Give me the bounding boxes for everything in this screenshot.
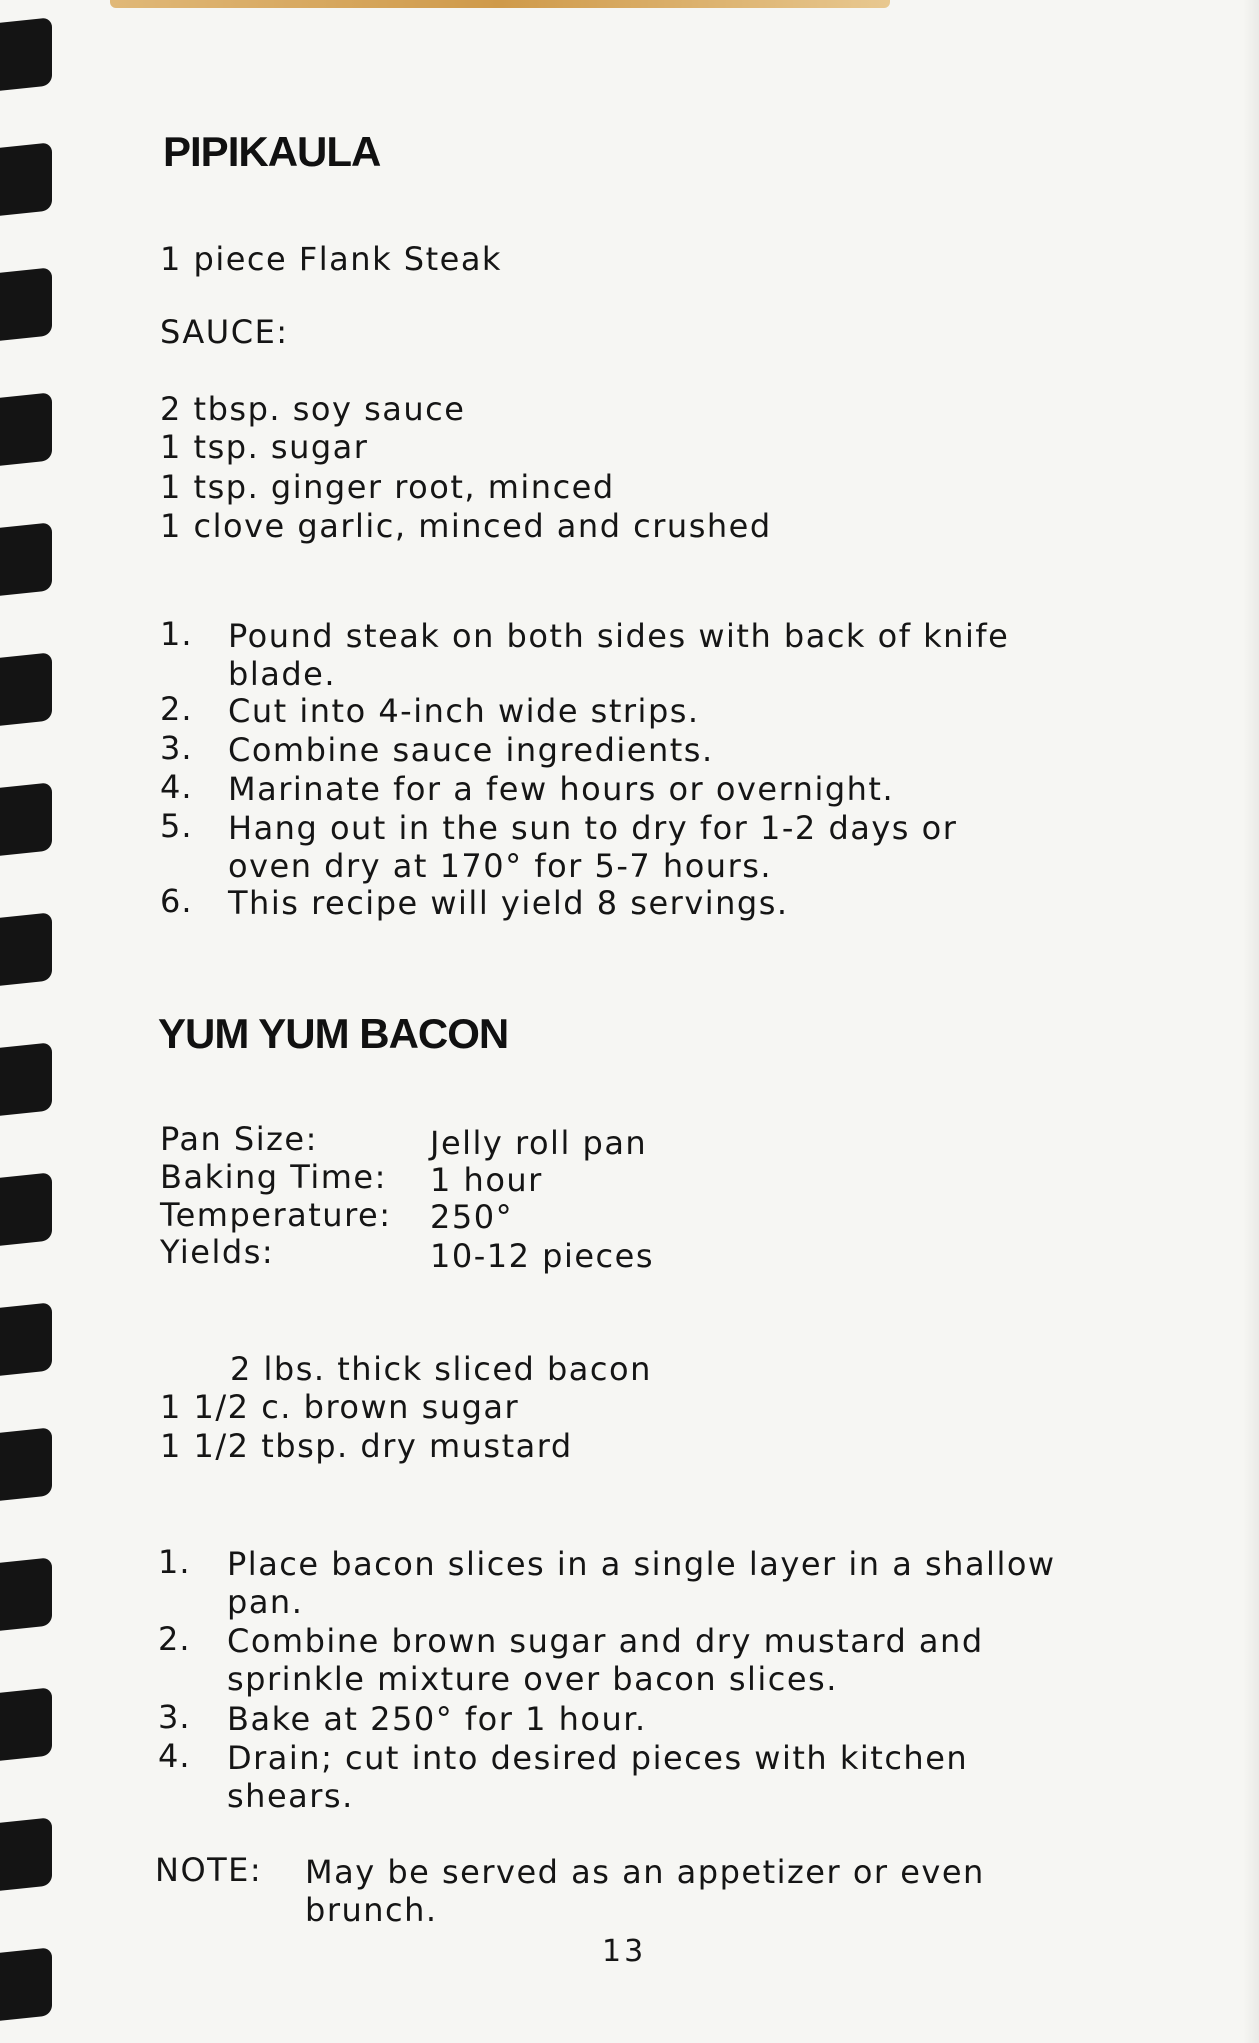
step-text: Hang out in the sun to dry for 1-2 days or oven dry at 170° for 5-7 hours.	[228, 809, 958, 885]
step-number: 3.	[158, 1698, 191, 1736]
binding-hole	[0, 142, 52, 215]
binding-hole	[0, 1302, 52, 1375]
page-edge-shadow	[1243, 0, 1259, 2043]
binding-hole	[0, 267, 52, 340]
recipe-title: PIPIKAULA	[163, 128, 381, 175]
sauce-ingredient: 1 tsp. ginger root, minced	[160, 468, 615, 506]
step-text: Combine brown sugar and dry mustard and sprinkle mixture over bacon slices.	[227, 1622, 984, 1698]
binding-hole	[0, 782, 52, 855]
binding-hole	[0, 912, 52, 985]
info-value: 10-12 pieces	[430, 1237, 654, 1275]
note-label: NOTE:	[155, 1851, 263, 1889]
step-number: 6.	[160, 882, 193, 920]
page-number: 13	[602, 1934, 647, 1969]
binding-hole	[0, 17, 52, 90]
info-value: Jelly roll pan	[430, 1124, 648, 1162]
binding-hole	[0, 522, 52, 595]
step-number: 1.	[160, 615, 193, 653]
binding-hole	[0, 1427, 52, 1500]
step-text: Cut into 4-inch wide strips.	[228, 692, 700, 730]
sauce-ingredient: 1 clove garlic, minced and crushed	[160, 507, 772, 545]
ingredient: 2 lbs. thick sliced bacon	[230, 1350, 652, 1388]
step-number: 3.	[160, 729, 193, 767]
step-number: 4.	[160, 768, 193, 806]
step-text: Pound steak on both sides with back of knife blade.	[228, 617, 1010, 693]
spiral-binding	[0, 0, 60, 2043]
info-label: Baking Time:	[160, 1158, 387, 1196]
step-text: Place bacon slices in a single layer in a shallow pan.	[227, 1545, 1056, 1621]
info-value: 1 hour	[430, 1161, 543, 1199]
step-text: Drain; cut into desired pieces with kitchen shears.	[227, 1739, 969, 1815]
step-text: Marinate for a few hours or overnight.	[228, 770, 895, 808]
ingredient: 1 1/2 tbsp. dry mustard	[160, 1427, 573, 1465]
step-number: 4.	[158, 1737, 191, 1775]
binding-hole	[0, 1042, 52, 1115]
step-number: 5.	[160, 807, 193, 845]
binding-hole	[0, 1172, 52, 1245]
binding-hole	[0, 1817, 52, 1890]
binding-hole	[0, 1687, 52, 1760]
sauce-ingredient: 1 tsp. sugar	[160, 428, 369, 466]
binding-hole	[0, 392, 52, 465]
binding-hole	[0, 1947, 52, 2020]
sauce-label: SAUCE:	[160, 313, 289, 351]
step-number: 1.	[158, 1543, 191, 1581]
info-label: Pan Size:	[160, 1120, 318, 1158]
note-text: May be served as an appetizer or even brunch.	[305, 1853, 985, 1929]
binding-hole	[0, 1557, 52, 1630]
ingredient: 1 1/2 c. brown sugar	[160, 1388, 520, 1426]
step-text: This recipe will yield 8 servings.	[228, 884, 789, 922]
step-number: 2.	[158, 1620, 191, 1658]
info-label: Temperature:	[160, 1196, 392, 1234]
sauce-ingredient: 2 tbsp. soy sauce	[160, 390, 466, 428]
main-ingredient: 1 piece Flank Steak	[160, 240, 502, 278]
info-label: Yields:	[160, 1233, 275, 1271]
step-text: Bake at 250° for 1 hour.	[227, 1700, 647, 1738]
info-value: 250°	[430, 1198, 514, 1236]
binding-hole	[0, 652, 52, 725]
recipe-title: YUM YUM BACON	[158, 1010, 509, 1057]
step-text: Combine sauce ingredients.	[228, 731, 714, 769]
step-number: 2.	[160, 690, 193, 728]
page-top-edge	[110, 0, 890, 8]
